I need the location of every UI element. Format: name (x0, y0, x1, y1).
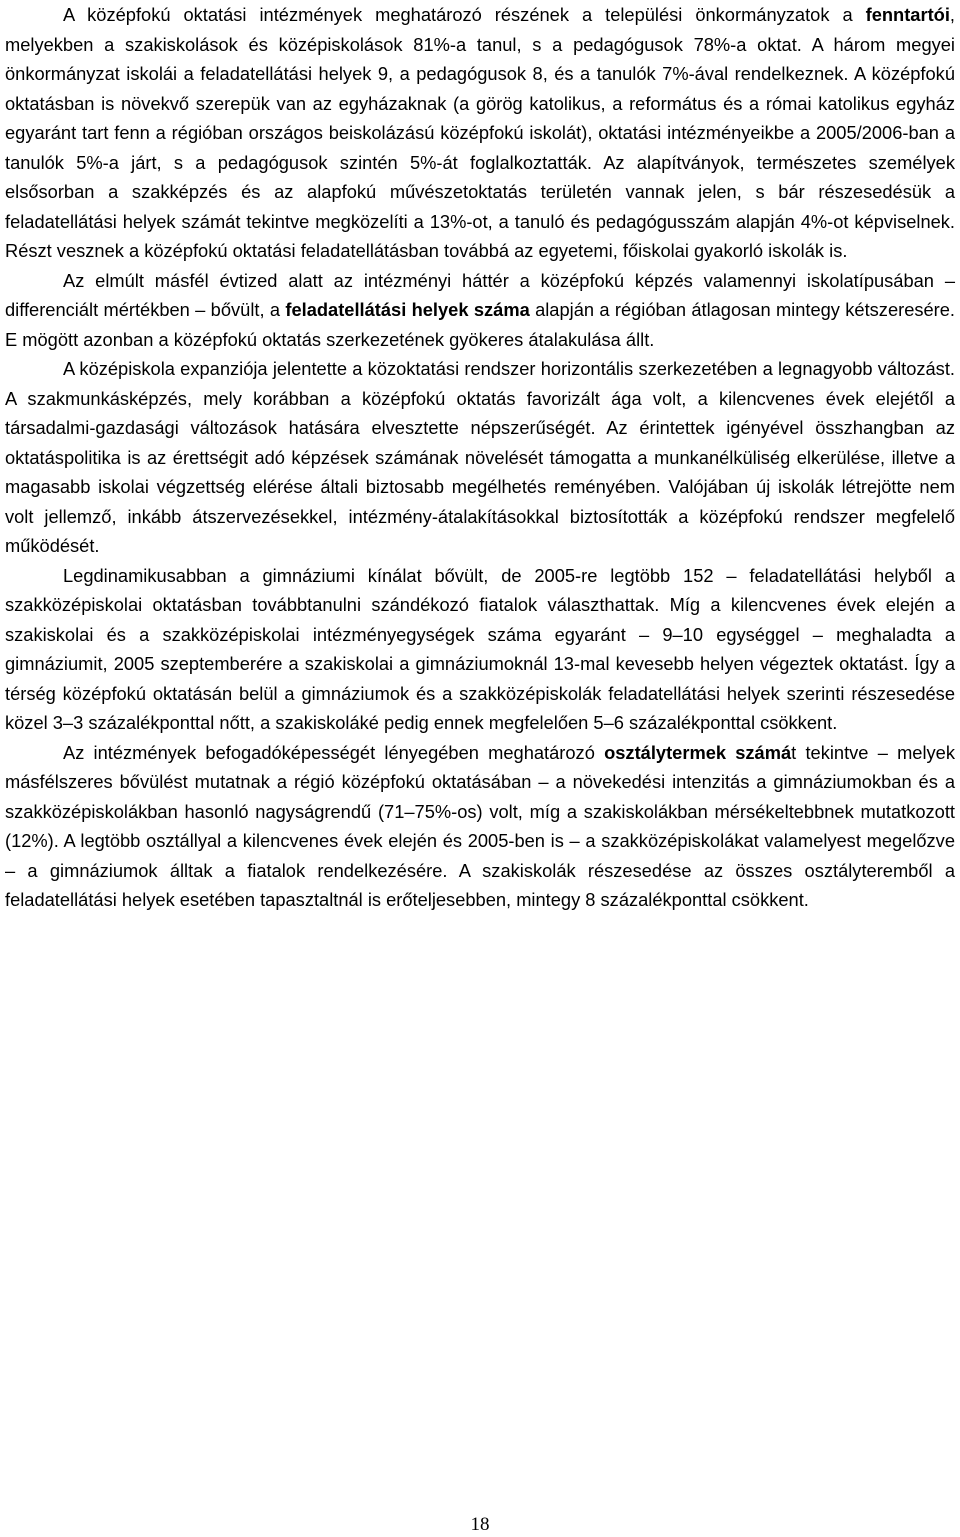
bold-text-run: feladatellátási helyek száma (285, 299, 530, 320)
text-run: Az intézmények befogadóképességét lényegében meghatározó (63, 741, 605, 763)
text-run: Az elmúlt másfél évtized alatt az intézményi háttér a középfokú képzés valamennyi iskolatípusában – differenciált mértékben – bővült, a (5, 269, 955, 320)
paragraph-p2 (5, 266, 955, 355)
document-page (5, 0, 955, 915)
text-run: A középfokú oktatási intézmények meghatározó részének a települési önkormányzatok a (63, 4, 866, 25)
text-run: alapján a régióban átlagosan mintegy kétszeresére. E mögött azonban a középfokú oktatás szerkezetének gyökeres átalakulása állt. (5, 299, 956, 350)
text-run: t tekintve – melyek másfélszeres bővülést mutatnak a régió középfokú oktatásában – a növekedési intenzitás a gimnáziumokban és a szakközépiskolákban hasonló nagyságrendű (71–75%-os) volt, míg a szakiskolákban mérsékeltebbnek mutatkozott (12%). A legtöbb osztállyal a kilencvenes évek elején és 2005-ben is – a szakközépiskolákat valamelyest megelőzve – a gimnáziumok álltak a fiatalok rendelkezésére. A szakiskolák részesedése az összes osztályteremből a feladatellátási helyek esetében tapasztaltnál is erőteljesebben, mintegy 8 százalékponttal csökkent. (5, 741, 955, 910)
paragraph-p3 (5, 354, 955, 561)
paragraph-p1 (5, 0, 955, 266)
paragraph-p5 (5, 738, 955, 915)
document-body (5, 0, 955, 915)
paragraph-p4 (5, 561, 955, 738)
text-run: A középiskola expanziója jelentette a közoktatási rendszer horizontális szerkezetében a legnagyobb változást. A szakmunkásképzés, mely korábban a középfokú oktatás favorizált ága volt, a kilencvenes évek elejétől a társadalmi-gazdasági változások hatására elvesztette népszerűségét. Az érintettek igényével összhangban az oktatáspolitika is az érettségit adó képzések számának növelését támogatta a munkanélküliség elkerülése, illetve a magasabb iskolai végzettség elérése általi biztosabb megélhetés reményében. Valójában új iskolák létrejötte nem volt jellemző, inkább átszervezésekkel, intézmény-átalakításokkal biztosították a középfokú rendszer megfelelő működését. (5, 358, 955, 556)
page-number: 18 (470, 1514, 490, 1535)
bold-text-run: osztálytermek számá (604, 741, 792, 763)
text-run: , melyekben a szakiskolások és középiskolások 81%-a tanul, s a pedagógusok 78%-a oktat. A három megyei önkormányzat iskolái a feladatellátási helyek 9, a pedagógusok 8, és a tanulók 7%-ával rendelkeznek. A középfokú oktatásban is növekvő szerepük van az egyházaknak (a görög katolikus, a református és a római katolikus egyház egyaránt tart fenn a régióban országos beiskolázású középfokú iskolát), oktatási intézményeikbe a 2005/2006-ban a tanulók 5%-a járt, s a pedagógusok szintén 5%-át foglalkoztatták. Az alapítványok, természetes személyek elsősorban a szakképzés és az alapfokú művészetoktatás területén vannak jelen, s bár részesedésük a feladatellátási helyek számát tekintve megközelíti a 13%-ot, a tanuló és pedagógusszám alapján 4%-ot képviselnek. Részt vesznek a középfokú oktatási feladatellátásban továbbá az egyetemi, főiskolai gyakorló iskolák is. (5, 4, 955, 261)
bold-text-run: fenntartói (865, 4, 950, 25)
text-run: Legdinamikusabban a gimnáziumi kínálat bővült, de 2005-re legtöbb 152 – feladatellátási helyből a szakközépiskolai oktatásban továbbtanulni szándékozó fiatalok választhattak. Míg a kilencvenes évek elején a szakiskolai és a szakközépiskolai intézményegységek száma egyaránt – 9–10 egységgel – meghaladta a gimnáziumit, 2005 szeptemberére a szakiskolai a gimnáziumoknál 13-mal kevesebb helyen végeztek oktatást. Így a térség középfokú oktatásán belül a gimnáziumok és a szakközépiskolák feladatellátási helyek szerinti részesedése közel 3–3 százalékponttal nőtt, a szakiskoláké pedig ennek megfelelően 5–6 százalékponttal csökkent. (5, 564, 955, 733)
